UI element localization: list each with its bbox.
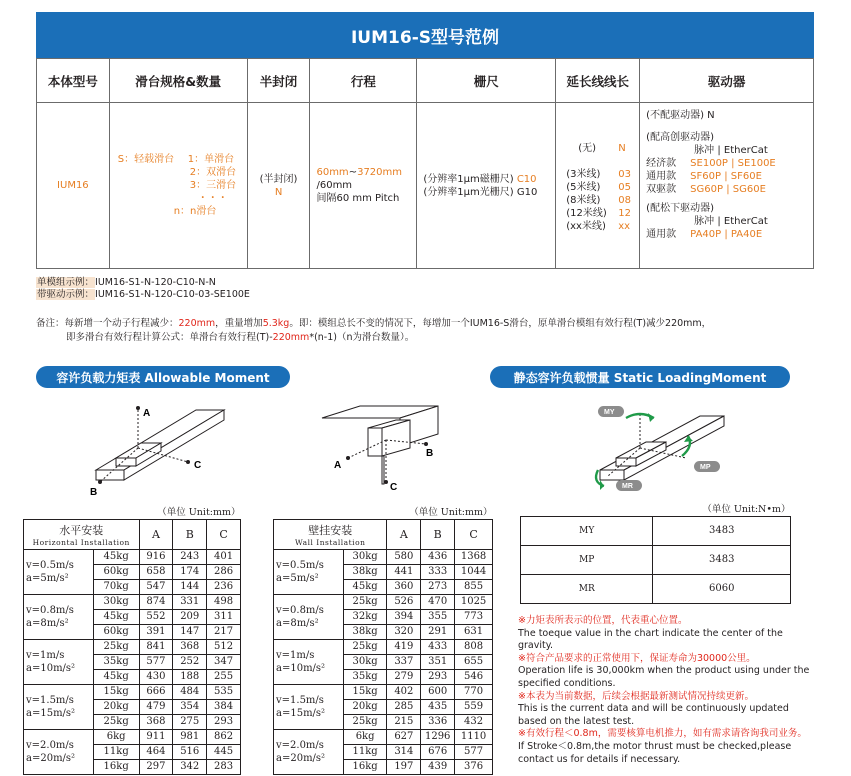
cable-code: 08 (618, 195, 631, 206)
value-cell: 464 (139, 744, 173, 759)
load-cell: 45kg (93, 609, 139, 624)
body-model-value: IUM16 (37, 103, 110, 269)
load-cell: 16kg (343, 759, 387, 774)
load-cell: 6kg (343, 729, 387, 744)
driver-row-codes: SF60P | SF60E (690, 171, 762, 182)
condition-cell: v=1.5m/s a=15m/s² (274, 684, 344, 729)
value-cell: 419 (387, 639, 421, 654)
load-cell: 25kg (343, 639, 387, 654)
value-cell: 535 (207, 684, 241, 699)
cable-code: N (618, 143, 626, 154)
value-cell: 285 (387, 699, 421, 714)
value-cell: 320 (387, 624, 421, 639)
example-driver: 带驱动示例：IUM16-S1-N-120-C10-03-SE100E (37, 289, 250, 300)
col-header-a: A (387, 519, 421, 549)
condition-cell: v=0.5m/s a=5m/s² (24, 549, 94, 594)
static-moment-table (520, 500, 791, 604)
value-cell: 580 (387, 549, 421, 564)
load-cell: 32kg (343, 609, 387, 624)
cable-label: (8米线) (566, 195, 601, 206)
remark-line: Operation life is 30,000km when the product using under the (518, 665, 810, 677)
cable-code: 12 (618, 208, 631, 219)
value-cell: 441 (387, 564, 421, 579)
value-cell: 331 (173, 594, 207, 609)
load-cell: 30kg (93, 594, 139, 609)
value-cell: 470 (421, 594, 455, 609)
stroke-step: /60mm (316, 180, 353, 191)
value-cell: 401 (207, 549, 241, 564)
cable-label: (无) (578, 143, 597, 154)
driver-row (646, 183, 807, 196)
semi-closed-label: (半封闭) (259, 173, 298, 185)
col-header-c: C (455, 519, 493, 549)
table-row (24, 594, 241, 609)
driver-group1-header: 脉冲 | EtherCat (694, 145, 768, 156)
value-cell: 147 (173, 624, 207, 639)
model-table-body (37, 103, 814, 269)
value-cell: 368 (173, 639, 207, 654)
value-cell: 479 (139, 699, 173, 714)
scale-line2-text: (分辨率1μm光栅尺) (423, 186, 514, 198)
value-cell: 1044 (455, 564, 493, 579)
value-cell: 283 (207, 759, 241, 774)
value-cell: 552 (139, 609, 173, 624)
table-row (24, 639, 241, 654)
cable-option (566, 194, 639, 207)
horizontal-table-unit: （单位 Unit:mm） (157, 506, 241, 518)
value-cell: 336 (421, 714, 455, 729)
value-cell: 526 (387, 594, 421, 609)
static-table-unit: （单位 Unit:N•m） (702, 503, 791, 515)
load-cell: 60kg (93, 564, 139, 579)
remark-line: specified conditions. (518, 677, 616, 689)
load-cell: 45kg (93, 669, 139, 684)
value-cell: 676 (421, 744, 455, 759)
header-body-model: 本体型号 (37, 59, 110, 103)
cable-label: (3米线) (566, 169, 601, 180)
condition-cell: v=2.0m/s a=20m/s² (274, 729, 344, 774)
load-cell: 25kg (93, 639, 139, 654)
driver-group2-title: (配松下驱动器) (646, 203, 714, 214)
stroke-pitch: 间隔60 mm Pitch (316, 193, 400, 204)
remark-line: ※本表为当前数据，后续会根据最新测试情况持续更新。 (518, 690, 754, 702)
stroke-range-end: 3720mm (357, 167, 403, 178)
remark-line: ※有效行程＜0.8m，需要核算电机推力，如有需求请咨询我司业务。 (518, 728, 807, 740)
allowable-moment-heading: 容许负载力矩表 Allowable Moment (36, 366, 290, 388)
moment-label: MP (521, 545, 653, 574)
diagram3-label-my: MY (604, 409, 615, 416)
value-cell: 236 (207, 579, 241, 594)
note: 备注：每新增一个动子行程减少：220mm，重量增加5.3kg。即：模组总长不变的情况下，每增加一个IUM16-S滑台，原单滑台模组有效行程(T)减少220mm， 即多滑台有效行程计算公式：单滑台有效行程(T)-220mm*(n-1)（n为滑台数量）。 (36, 318, 712, 343)
moment-value: 6060 (653, 574, 791, 603)
load-cell: 45kg (343, 579, 387, 594)
value-cell: 559 (455, 699, 493, 714)
value-cell: 433 (421, 639, 455, 654)
value-cell: 841 (139, 639, 173, 654)
condition-cell: v=0.5m/s a=5m/s² (274, 549, 344, 594)
stroke-cell: 60mm~3720mm /60mm 间隔60 mm Pitch (310, 103, 417, 269)
driver-row (646, 228, 807, 241)
wall-table-unit: （单位 Unit:mm） (409, 506, 493, 518)
condition-cell: v=0.8m/s a=8m/s² (274, 594, 344, 639)
slide-option: 1：单滑台 (187, 154, 235, 165)
value-cell: 286 (207, 564, 241, 579)
condition-cell: v=1.5m/s a=15m/s² (24, 684, 94, 729)
value-cell: 333 (421, 564, 455, 579)
value-cell: 911 (139, 729, 173, 744)
driver-row-label: 经济款 (646, 158, 677, 169)
driver-cell (640, 103, 814, 269)
scale-line1-code: C10 (516, 173, 537, 185)
condition-cell: v=2.0m/s a=20m/s² (24, 729, 94, 774)
driver-row-label: 双驱款 (646, 184, 677, 195)
value-cell: 243 (173, 549, 207, 564)
scale-cell (417, 103, 556, 269)
value-cell: 209 (173, 609, 207, 624)
load-cell: 6kg (93, 729, 139, 744)
load-cell: 45kg (93, 549, 139, 564)
value-cell: 770 (455, 684, 493, 699)
value-cell: 188 (173, 669, 207, 684)
load-cell: 25kg (343, 594, 387, 609)
model-table-header (37, 59, 814, 103)
table-row (24, 684, 241, 699)
cable-option (566, 207, 639, 220)
moment-value: 3483 (653, 516, 791, 545)
cable-label: (xx米线) (566, 221, 606, 232)
driver-row-label: 通用款 (646, 229, 677, 240)
table-row (521, 574, 791, 603)
value-cell: 217 (207, 624, 241, 639)
value-cell: 600 (421, 684, 455, 699)
load-cell: 60kg (93, 624, 139, 639)
value-cell: 360 (387, 579, 421, 594)
value-cell: 273 (421, 579, 455, 594)
driver-row (646, 157, 807, 170)
driver-none: (不配驱动器) N (646, 110, 715, 121)
value-cell: 355 (421, 609, 455, 624)
driver-group1-title: (配高创驱动器) (646, 132, 714, 143)
wall-install-table (273, 503, 493, 775)
col-header-b: B (421, 519, 455, 549)
horizontal-install-table (23, 503, 241, 775)
value-cell: 255 (207, 669, 241, 684)
diagram1-label-c: C (194, 460, 202, 471)
value-cell: 445 (207, 744, 241, 759)
remark-line: This is the current data and will be continuously updated (518, 703, 789, 715)
value-cell: 631 (455, 624, 493, 639)
slide-option-ellipsis: ・・・ (197, 193, 228, 204)
remark-line: ※符合产品要求的正常使用下，保证寿命为30000公里。 (518, 652, 756, 664)
value-cell: 144 (173, 579, 207, 594)
value-cell: 547 (139, 579, 173, 594)
value-cell: 368 (139, 714, 173, 729)
value-cell: 252 (173, 654, 207, 669)
value-cell: 655 (455, 654, 493, 669)
cable-code: xx (618, 221, 631, 232)
value-cell: 354 (173, 699, 207, 714)
slide-type-label: S：轻载滑台 (117, 154, 175, 165)
value-cell: 1110 (455, 729, 493, 744)
load-cell: 25kg (343, 714, 387, 729)
slide-option: 3：三滑台 (189, 180, 237, 191)
value-cell: 1025 (455, 594, 493, 609)
value-cell: 293 (207, 714, 241, 729)
value-cell: 627 (387, 729, 421, 744)
table-row (274, 639, 493, 654)
moment-label: MY (521, 516, 653, 545)
cable-code: 05 (618, 182, 631, 193)
table-row (274, 684, 493, 699)
table-row (521, 516, 791, 545)
cable-label: (5米线) (566, 182, 601, 193)
value-cell: 174 (173, 564, 207, 579)
diagram1-label-b: B (90, 487, 98, 498)
value-cell: 808 (455, 639, 493, 654)
value-cell: 512 (207, 639, 241, 654)
driver-row (646, 170, 807, 183)
load-cell: 35kg (343, 669, 387, 684)
driver-row-codes: PA40P | PA40E (690, 229, 763, 240)
remark-line: contact us for details if necessary. (518, 753, 681, 765)
value-cell: 197 (387, 759, 421, 774)
col-header-a: A (139, 519, 173, 549)
wall-table-title: 壁挂安装 Wall Installation (274, 519, 387, 549)
horizontal-install-diagram (86, 400, 236, 500)
value-cell: 376 (455, 759, 493, 774)
load-cell: 30kg (343, 654, 387, 669)
header-stroke: 行程 (310, 59, 417, 103)
diagram2-label-a: A (334, 460, 342, 471)
value-cell: 773 (455, 609, 493, 624)
driver-group2-header: 脉冲 | EtherCat (694, 216, 768, 227)
value-cell: 577 (139, 654, 173, 669)
table-row (521, 545, 791, 574)
horizontal-table-title: 水平安装 Horizontal Installation (24, 519, 140, 549)
load-cell: 11kg (93, 744, 139, 759)
condition-cell: v=0.8m/s a=8m/s² (24, 594, 94, 639)
col-header-c: C (207, 519, 241, 549)
remark-line: gravity. (518, 640, 554, 652)
value-cell: 516 (173, 744, 207, 759)
table-row (274, 549, 493, 564)
value-cell: 439 (421, 759, 455, 774)
value-cell: 291 (421, 624, 455, 639)
load-cell: 35kg (93, 654, 139, 669)
slide-spec-cell (109, 103, 247, 269)
load-cell: 20kg (93, 699, 139, 714)
scale-line1-text: (分辨率1μm磁栅尺) (423, 173, 514, 185)
diagram1-label-a: A (143, 408, 151, 419)
load-cell: 25kg (93, 714, 139, 729)
value-cell: 351 (421, 654, 455, 669)
header-slide-spec: 滑台规格&数量 (109, 59, 247, 103)
value-cell: 314 (387, 744, 421, 759)
value-cell: 484 (173, 684, 207, 699)
value-cell: 394 (387, 609, 421, 624)
remark-line: based on the latest test. (518, 715, 635, 727)
cable-option (566, 168, 639, 181)
value-cell: 402 (387, 684, 421, 699)
value-cell: 297 (139, 759, 173, 774)
value-cell: 855 (455, 579, 493, 594)
value-cell: 916 (139, 549, 173, 564)
remark-line: The toeque value in the chart indicate the center of the (518, 627, 783, 639)
load-cell: 30kg (343, 549, 387, 564)
table-row (24, 549, 241, 564)
value-cell: 311 (207, 609, 241, 624)
semi-closed-code: N (274, 186, 283, 198)
value-cell: 275 (173, 714, 207, 729)
value-cell: 391 (139, 624, 173, 639)
remarks (518, 615, 809, 766)
driver-row-codes: SG60P | SG60E (690, 184, 766, 195)
value-cell: 666 (139, 684, 173, 699)
condition-cell: v=1m/s a=10m/s² (274, 639, 344, 684)
wall-install-diagram (320, 404, 470, 494)
value-cell: 577 (455, 744, 493, 759)
value-cell: 981 (173, 729, 207, 744)
scale-line2-code: G10 (516, 186, 538, 198)
stroke-range-start: 60mm (316, 167, 349, 178)
cable-code: 03 (618, 169, 631, 180)
header-cable-length: 延长线线长 (556, 59, 640, 103)
load-cell: 11kg (343, 744, 387, 759)
table-row (274, 729, 493, 744)
col-header-b: B (173, 519, 207, 549)
moment-value: 3483 (653, 545, 791, 574)
value-cell: 215 (387, 714, 421, 729)
value-cell: 436 (421, 549, 455, 564)
slide-option: 2：双滑台 (189, 167, 237, 178)
diagram3-label-mr: MR (622, 483, 633, 490)
value-cell: 1296 (421, 729, 455, 744)
condition-cell: v=1m/s a=10m/s² (24, 639, 94, 684)
load-cell: 15kg (343, 684, 387, 699)
static-moment-heading: 静态容许负载惯量 Static LoadingMoment (490, 366, 790, 388)
cable-cell (556, 103, 640, 269)
value-cell: 342 (173, 759, 207, 774)
slide-option: n：n滑台 (173, 206, 217, 217)
load-cell: 16kg (93, 759, 139, 774)
value-cell: 1368 (455, 549, 493, 564)
cable-label: (12米线) (566, 208, 607, 219)
semi-closed-cell (247, 103, 310, 269)
value-cell: 432 (455, 714, 493, 729)
diagram2-label-c: C (390, 482, 398, 493)
cable-option (566, 220, 639, 233)
model-table (36, 58, 814, 269)
page-title: IUM16-S型号范例 (36, 12, 814, 58)
header-scale: 栅尺 (417, 59, 556, 103)
example-single: 单模组示例：IUM16-S1-N-120-C10-N-N (37, 277, 216, 288)
value-cell: 337 (387, 654, 421, 669)
value-cell: 384 (207, 699, 241, 714)
load-cell: 15kg (93, 684, 139, 699)
cable-option (566, 142, 639, 155)
value-cell: 347 (207, 654, 241, 669)
value-cell: 546 (455, 669, 493, 684)
moment-label: MR (521, 574, 653, 603)
cable-option (566, 181, 639, 194)
load-cell: 70kg (93, 579, 139, 594)
value-cell: 435 (421, 699, 455, 714)
value-cell: 293 (421, 669, 455, 684)
value-cell: 658 (139, 564, 173, 579)
driver-row-label: 通用款 (646, 171, 677, 182)
static-moment-diagram (590, 400, 740, 496)
remark-line: ※力矩表所表示的位置，代表重心位置。 (518, 615, 688, 626)
diagram2-label-b: B (426, 448, 434, 459)
header-semi-closed: 半封闭 (247, 59, 310, 103)
examples (36, 277, 250, 301)
load-cell: 38kg (343, 564, 387, 579)
value-cell: 862 (207, 729, 241, 744)
load-cell: 20kg (343, 699, 387, 714)
value-cell: 430 (139, 669, 173, 684)
value-cell: 279 (387, 669, 421, 684)
table-row (274, 594, 493, 609)
value-cell: 498 (207, 594, 241, 609)
diagram3-label-mp: MP (700, 464, 711, 471)
driver-row-codes: SE100P | SE100E (690, 158, 776, 169)
remark-line: If Stroke＜0.8m,the motor thrust must be checked,please (518, 740, 792, 752)
value-cell: 874 (139, 594, 173, 609)
table-row (24, 729, 241, 744)
load-cell: 38kg (343, 624, 387, 639)
header-driver: 驱动器 (640, 59, 814, 103)
